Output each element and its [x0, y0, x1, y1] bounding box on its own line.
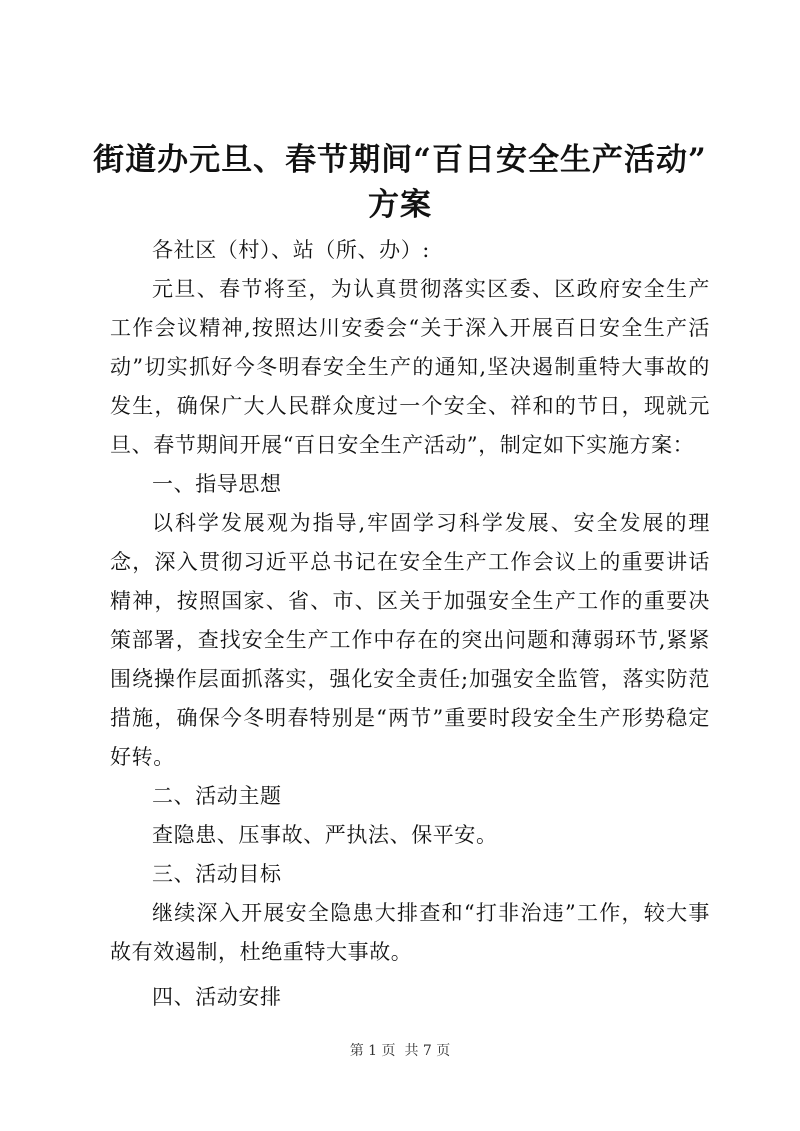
section-text-1: 以科学发展观为指导,牢固学习科学发展、安全发展的理念，深入贯彻习近平总书记在安全生产工作会议上的重要讲话精神，按照国家、省、市、区关于加强安全生产工作的重要决策部署，查找安全生产工作中存在的突出问题和薄弱环节,紧紧围绕操作层面抓落实，强化安全责任;加强安全监管，落实防范措施，确保今冬明春特别是“两节”重要时段安全生产形势稳定好转。 — [110, 511, 710, 769]
page-number: 第 1 页 共 7 页 — [349, 1043, 451, 1059]
page-footer — [0, 1040, 800, 1060]
section-heading-3: 三、活动目标 — [152, 862, 282, 886]
document-title-line-2: 方案 — [368, 187, 432, 223]
document-body — [110, 231, 710, 1017]
section-heading-4: 四、活动安排 — [152, 985, 282, 1009]
intro-paragraph: 元旦、春节将至，为认真贯彻落实区委、区政府安全生产工作会议精神,按照达川安委会“关于深入开展百日安全生产活动”切实抓好今冬明春安全生产的通知,坚决遏制重特大事故的发生，确保广大人民群众度过一个安全、祥和的节日，现就元旦、春节期间开展“百日安全生产活动”，制定如下实施方案： — [110, 277, 710, 457]
section-heading-2: 二、活动主题 — [152, 784, 282, 808]
section-text-2: 查隐患、压事故、严执法、保平安。 — [152, 823, 498, 847]
section-heading-1: 一、指导思想 — [152, 472, 282, 496]
document-title-line-1: 街道办元旦、春节期间“百日安全生产活动” — [93, 142, 707, 178]
salutation: 各社区（村）、站（所、办）: — [152, 238, 430, 262]
section-text-3: 继续深入开展安全隐患大排查和“打非治违”工作，较大事故有效遏制，杜绝重特大事故。 — [110, 901, 710, 964]
